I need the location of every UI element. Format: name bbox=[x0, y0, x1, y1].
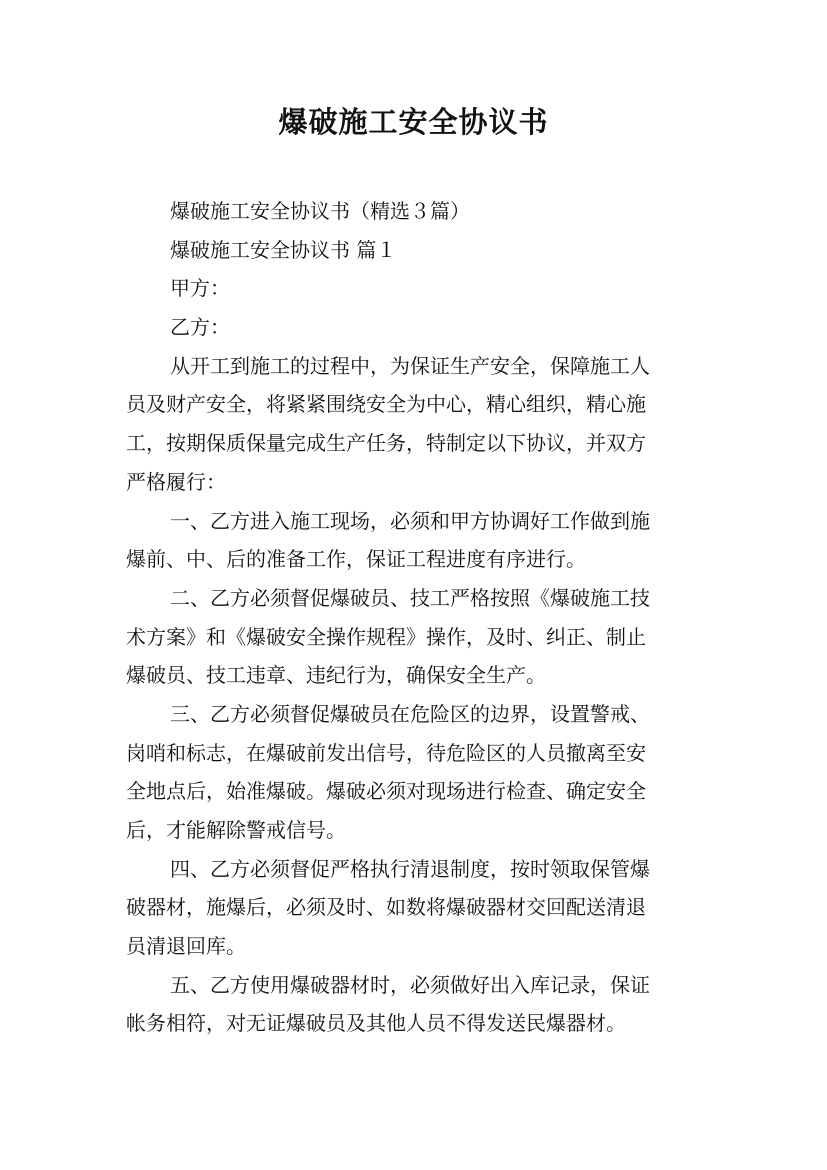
paragraph-line: 四、乙方必须督促严格执行清退制度，按时领取保管爆 bbox=[170, 856, 650, 881]
party-a-line: 甲方： bbox=[170, 276, 230, 301]
paragraph-line: 爆前、中、后的准备工作，保证工程进度有序进行。 bbox=[126, 547, 586, 572]
paragraph-line: 爆破员、技工违章、违纪行为，确保安全生产。 bbox=[126, 663, 546, 688]
paragraph-line: 帐务相符，对无证爆破员及其他人员不得发送民爆器材。 bbox=[126, 1011, 626, 1036]
paragraph-line: 工，按期保质保量完成生产任务，特制定以下协议，并双方 bbox=[126, 431, 646, 456]
paragraph-line: 五、乙方使用爆破器材时，必须做好出入库记录，保证 bbox=[170, 972, 650, 997]
paragraph-line: 破器材，施爆后，必须及时、如数将爆破器材交回配送清退 bbox=[126, 895, 646, 920]
paragraph-line: 全地点后，始准爆破。爆破必须对现场进行检查、确定安全 bbox=[126, 779, 646, 804]
paragraph-line: 从开工到施工的过程中，为保证生产安全，保障施工人 bbox=[170, 353, 650, 378]
subtitle-line: 爆破施工安全协议书（精选３篇） bbox=[170, 199, 470, 223]
document-body bbox=[126, 192, 706, 1043]
paragraph-line: 二、乙方必须督促爆破员、技工严格按照《爆破施工技 bbox=[170, 585, 650, 610]
paragraph-line: 术方案》和《爆破安全操作规程》操作，及时、纠正、制止 bbox=[126, 624, 646, 649]
paragraph-line: 员及财产安全，将紧紧围绕安全为中心，精心组织，精心施 bbox=[126, 392, 646, 417]
party-b-line: 乙方： bbox=[170, 315, 230, 340]
paragraph-line: 三、乙方必须督促爆破员在危险区的边界，设置警戒、 bbox=[170, 701, 650, 726]
paragraph-line: 一、乙方进入施工现场，必须和甲方协调好工作做到施 bbox=[170, 508, 650, 533]
section-heading: 爆破施工安全协议书 篇１ bbox=[170, 237, 397, 262]
document-title: 爆破施工安全协议书 bbox=[278, 105, 549, 139]
paragraph-line: 后，才能解除警戒信号。 bbox=[126, 818, 346, 842]
paragraph-line: 严格履行： bbox=[126, 469, 226, 494]
paragraph-line: 员清退回库。 bbox=[126, 934, 246, 959]
paragraph-line: 岗哨和标志，在爆破前发出信号，待危险区的人员撤离至安 bbox=[126, 740, 646, 765]
